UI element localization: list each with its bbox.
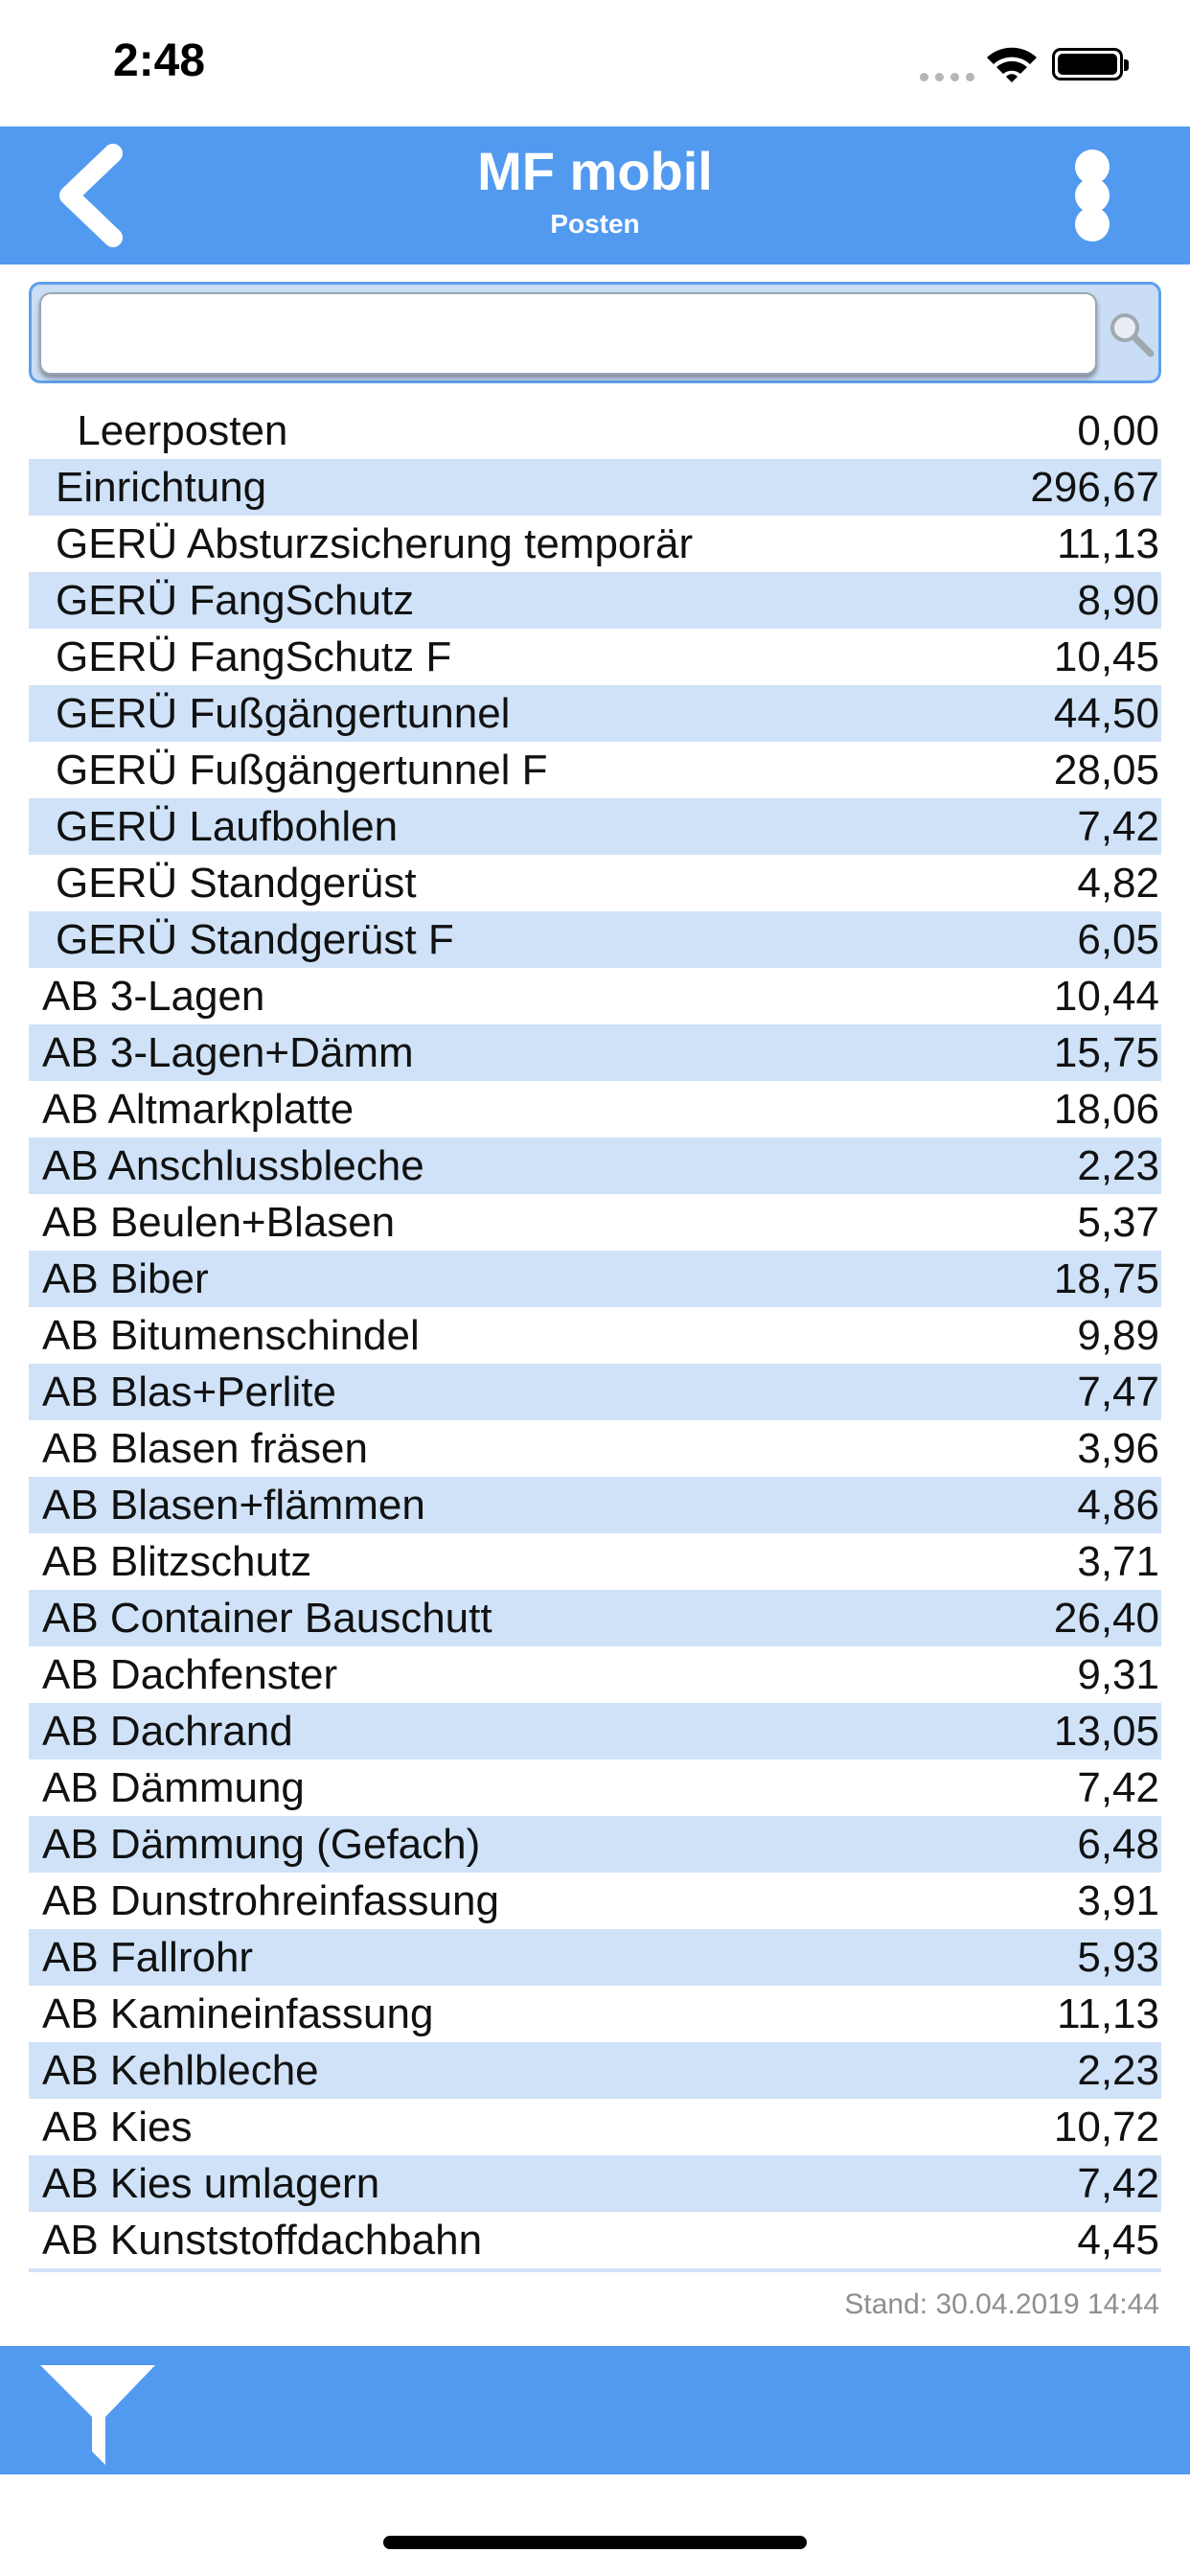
list-item-name: AB Fallrohr: [42, 1934, 254, 1981]
list-item[interactable]: [29, 1929, 1161, 1986]
list-item[interactable]: [29, 1307, 1161, 1364]
list-item-value: 18,06: [1053, 1086, 1159, 1133]
list-item-name: AB Kunststoffdachbahn: [42, 2217, 483, 2264]
list-item-name: AB Blasen fräsen: [42, 1425, 368, 1472]
page-subtitle: Posten: [550, 209, 640, 239]
list-item-name: GERÜ Fußgängertunnel: [56, 690, 511, 737]
list-item-value: 7,42: [1077, 1764, 1159, 1811]
list-item-name: AB Blitzschutz: [42, 1538, 312, 1585]
list-item[interactable]: [29, 1590, 1161, 1646]
status-time: 2:48: [113, 35, 206, 86]
list-item-value: 0,00: [1077, 407, 1159, 454]
list-item-value: 8,90: [1077, 577, 1159, 624]
filter-button[interactable]: [36, 2359, 159, 2467]
list-item-value: 7,42: [1077, 2160, 1159, 2207]
status-bar: [0, 0, 1190, 126]
wifi-icon: [985, 42, 1039, 84]
list-item[interactable]: [29, 572, 1161, 629]
list-item-name: GERÜ FangSchutz F: [56, 633, 452, 680]
list-item[interactable]: [29, 459, 1161, 516]
list-item[interactable]: [29, 1364, 1161, 1420]
list-item-name: AB Dachrand: [42, 1708, 293, 1755]
list-item-value: 9,89: [1077, 1312, 1159, 1359]
list-item[interactable]: [29, 402, 1161, 459]
list-end-divider: [29, 2268, 1161, 2272]
list-item[interactable]: [29, 1024, 1161, 1081]
list-item-name: AB Blas+Perlite: [42, 1368, 336, 1415]
list-item[interactable]: [29, 855, 1161, 911]
bottom-toolbar: [0, 2346, 1190, 2474]
cellular-signal-icon: [920, 73, 974, 81]
list-item[interactable]: [29, 1138, 1161, 1194]
list-item-value: 3,71: [1077, 1538, 1159, 1585]
list-item-value: 6,48: [1077, 1821, 1159, 1868]
stand-timestamp: Stand: 30.04.2019 14:44: [844, 2288, 1159, 2320]
list-item-name: AB Dämmung: [42, 1764, 305, 1811]
home-indicator: [383, 2536, 807, 2549]
search-bar: [29, 282, 1161, 383]
list-item[interactable]: [29, 798, 1161, 855]
list-item[interactable]: [29, 2212, 1161, 2268]
list-item-value: 4,82: [1077, 860, 1159, 907]
list-item-value: 4,86: [1077, 1482, 1159, 1529]
list-item-name: AB 3-Lagen+Dämm: [42, 1029, 414, 1076]
list-item[interactable]: [29, 1477, 1161, 1533]
list-item[interactable]: [29, 1703, 1161, 1760]
list-item-name: AB Dämmung (Gefach): [42, 1821, 481, 1868]
list-item-value: 28,05: [1053, 747, 1159, 794]
list-item-name: GERÜ Standgerüst F: [56, 916, 454, 963]
list-item-value: 5,37: [1077, 1199, 1159, 1246]
list-item-name: Einrichtung: [56, 464, 267, 511]
list-item-value: 10,72: [1053, 2104, 1159, 2150]
list-item-value: 10,45: [1053, 633, 1159, 680]
list-item-value: 10,44: [1053, 973, 1159, 1020]
list-item-value: 11,13: [1057, 1990, 1159, 2037]
list-item-value: 5,93: [1077, 1934, 1159, 1981]
search-input[interactable]: [39, 292, 1097, 375]
list-item-name: GERÜ FangSchutz: [56, 577, 415, 624]
list-item-value: 3,96: [1077, 1425, 1159, 1472]
battery-icon: [1052, 48, 1123, 80]
list-item-name: Leerposten: [65, 407, 288, 454]
list-item[interactable]: [29, 2155, 1161, 2212]
list-item[interactable]: [29, 516, 1161, 572]
list-item-value: 11,13: [1057, 520, 1159, 567]
list-item[interactable]: [29, 1420, 1161, 1477]
list-item-value: 18,75: [1053, 1255, 1159, 1302]
list-item-value: 7,42: [1077, 803, 1159, 850]
list-item[interactable]: [29, 2099, 1161, 2155]
list-item-name: AB 3-Lagen: [42, 973, 265, 1020]
list-item-name: AB Kies: [42, 2104, 193, 2150]
list-item-name: AB Container Bauschutt: [42, 1595, 492, 1642]
list-item-name: AB Altmarkplatte: [42, 1086, 355, 1133]
list-item[interactable]: [29, 629, 1161, 685]
list-item-value: 7,47: [1077, 1368, 1159, 1415]
list-item[interactable]: [29, 1760, 1161, 1816]
list-item-name: AB Dachfenster: [42, 1651, 338, 1698]
list-item-value: 9,31: [1077, 1651, 1159, 1698]
list-item[interactable]: [29, 968, 1161, 1024]
list-item-value: 15,75: [1053, 1029, 1159, 1076]
list-item-name: AB Kehlbleche: [42, 2047, 319, 2094]
list-item[interactable]: [29, 1986, 1161, 2042]
list-item-name: AB Dunstrohreinfassung: [42, 1877, 499, 1924]
list-item[interactable]: [29, 911, 1161, 968]
list-item-name: AB Anschlussbleche: [42, 1142, 424, 1189]
page-title: MF mobil: [477, 141, 713, 201]
list-item-value: 3,91: [1077, 1877, 1159, 1924]
list-item[interactable]: [29, 1873, 1161, 1929]
list-item-name: AB Bitumenschindel: [42, 1312, 420, 1359]
list-item[interactable]: [29, 1194, 1161, 1251]
list-item[interactable]: [29, 1646, 1161, 1703]
list-item-name: GERÜ Fußgängertunnel F: [56, 747, 548, 794]
list-item-name: AB Kies umlagern: [42, 2160, 380, 2207]
list-item-value: 26,40: [1053, 1595, 1159, 1642]
list-item-name: GERÜ Absturzsicherung temporär: [56, 520, 694, 567]
list-item-value: 4,45: [1077, 2217, 1159, 2264]
list-item-name: GERÜ Standgerüst: [56, 860, 417, 907]
list-item[interactable]: [29, 1533, 1161, 1590]
list-item-value: 6,05: [1077, 916, 1159, 963]
list-item-name: AB Biber: [42, 1255, 209, 1302]
more-menu-button[interactable]: [1065, 136, 1119, 255]
list-item[interactable]: [29, 685, 1161, 742]
list-item-value: 2,23: [1077, 1142, 1159, 1189]
list-item[interactable]: [29, 2042, 1161, 2099]
filter-icon: [36, 2359, 159, 2467]
search-icon[interactable]: [1105, 308, 1156, 359]
navigation-bar: [0, 126, 1190, 264]
list-item-value: 296,67: [1030, 464, 1159, 511]
list-item[interactable]: [29, 1251, 1161, 1307]
list-item-name: AB Kamineinfassung: [42, 1990, 434, 2037]
list-item-name: AB Blasen+flämmen: [42, 1482, 425, 1529]
list-item[interactable]: [29, 1081, 1161, 1138]
list-item-value: 13,05: [1053, 1708, 1159, 1755]
list-item-value: 2,23: [1077, 2047, 1159, 2094]
list-item-name: GERÜ Laufbohlen: [56, 803, 399, 850]
list-item[interactable]: [29, 1816, 1161, 1873]
posten-list: [29, 402, 1161, 2272]
list-item-name: AB Beulen+Blasen: [42, 1199, 396, 1246]
list-item-value: 44,50: [1053, 690, 1159, 737]
list-item[interactable]: [29, 742, 1161, 798]
